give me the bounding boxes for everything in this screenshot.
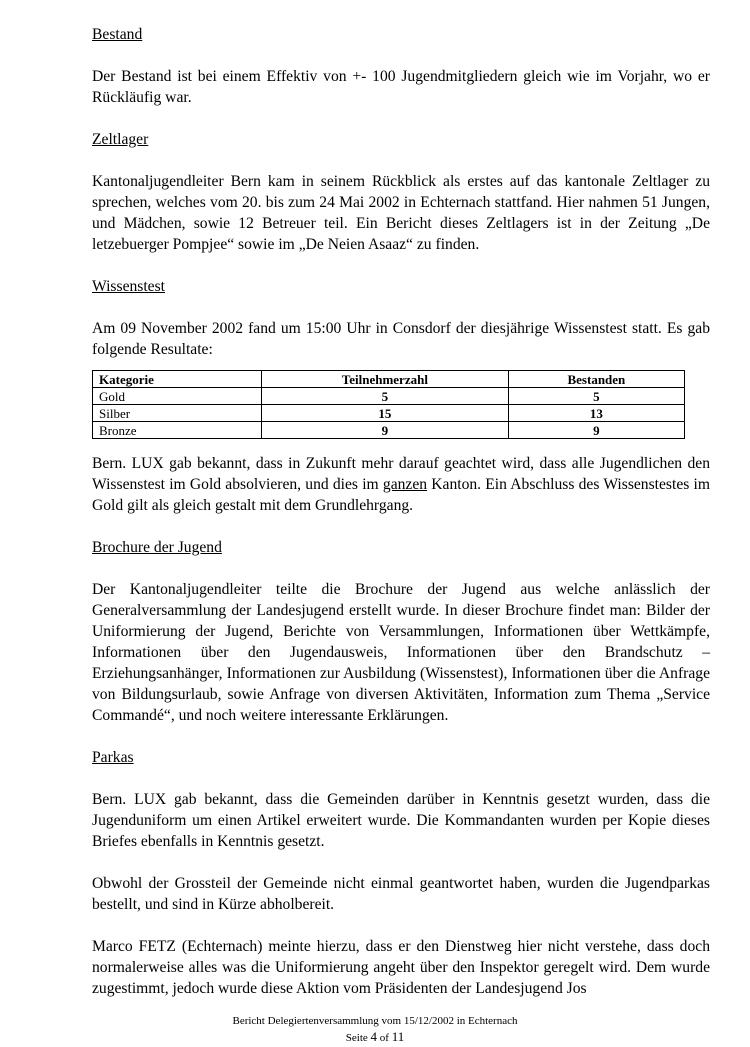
table-row bbox=[93, 422, 685, 439]
heading-brochure: Brochure der Jugend bbox=[92, 539, 222, 556]
table-cell-value: 9 bbox=[261, 422, 508, 439]
paragraph-zeltlager: Kantonaljugendleiter Bern kam in seinem Rückblick als erstes auf das kantonale Zeltlager zu sprechen, welches vom 20. bis zum 24 Mai 2002 in Echternach stattfand. Hier nahmen 51 Jungen, und Mädchen, sowie 12 Betreuer teil. Ein Bericht dieses Zeltlagers ist in der Zeitung „De letzebuerger Pompjee“ sowie im „De Neien Asaaz“ zu finden. bbox=[92, 173, 710, 253]
table-row bbox=[93, 388, 685, 405]
page-total: 11 bbox=[391, 1029, 405, 1044]
table-cell-category: Gold bbox=[93, 388, 262, 405]
table-cell-value: 9 bbox=[508, 422, 684, 439]
table-cell-value: 15 bbox=[261, 405, 508, 422]
page-current: 4 bbox=[370, 1029, 378, 1044]
table-cell-category: Bronze bbox=[93, 422, 262, 439]
underlined-word: ganzen bbox=[382, 476, 428, 493]
heading-bestand: Bestand bbox=[92, 26, 143, 43]
table-header-cell: Bestanden bbox=[508, 371, 684, 388]
paragraph-brochure: Der Kantonaljugendleiter teilte die Brochure der Jugend aus welche anlässlich der Generalversammlung der Landesjugend erstellt wurde. In dieser Brochure findet man: Bilder der Uniformierung der Jugend, Berichte von Versammlungen, Informationen über Wettkämpfe, Informationen über den Jugendausweis, Informationen über den Brandschutz – Erziehungsanhänger, Informationen zur Ausbildung (Wissenstest), Informationen über die Anfrage von Bildungsurlaub, sowie Anfrage von diversen Aktivitäten, Information zum Thema „Service Commandé“, und noch weitere interessante Erklärungen. bbox=[92, 581, 710, 724]
heading-zeltlager: Zeltlager bbox=[92, 131, 149, 148]
page-footer bbox=[0, 1014, 750, 1046]
text-run: Kanton. Ein Abschluss des Wissenstestes im Gold gilt als gleich gestalt mit dem Grundlehrgang. bbox=[92, 476, 710, 514]
text-run: Bern. LUX gab bekannt, dass in Zukunft mehr darauf geachtet wird, dass alle Jugendlichen den Wissenstest im Gold absolvieren, und dies im bbox=[92, 455, 710, 493]
paragraph-parkas-1: Bern. LUX gab bekannt, dass die Gemeinden darüber in Kenntnis gesetzt wurden, dass die Jugenduniform um einen Artikel erweitert wurde. Die Kommandanten wurden per Kopie dieses Briefes ebenfalls in Kenntnis gesetzt. bbox=[92, 791, 710, 850]
heading-parkas: Parkas bbox=[92, 749, 134, 766]
paragraph-parkas-3: Marco FETZ (Echternach) meinte hierzu, dass er den Dienstweg hier nicht verstehe, dass doch normalerweise alles was die Uniformierung angeht über den Inspektor geregelt wird. Dem wurde zugestimmt, jedoch wurde diese Aktion vom Präsidenten der Landesjugend Jos bbox=[92, 938, 710, 997]
results-table bbox=[92, 370, 685, 439]
footer-title: Bericht Delegiertenversammlung vom 15/12/2002 in Echternach bbox=[232, 1015, 518, 1027]
table-cell-value: 5 bbox=[261, 388, 508, 405]
table-cell-value: 13 bbox=[508, 405, 684, 422]
table-cell-value: 5 bbox=[508, 388, 684, 405]
page-prefix: Seite bbox=[345, 1032, 368, 1044]
table-row bbox=[93, 405, 685, 422]
page-number bbox=[0, 1029, 750, 1046]
table-header-cell: Teilnehmerzahl bbox=[261, 371, 508, 388]
document-page bbox=[92, 24, 710, 999]
page-of: of bbox=[379, 1032, 389, 1044]
table-cell-category: Silber bbox=[93, 405, 262, 422]
heading-wissenstest: Wissenstest bbox=[92, 278, 166, 295]
paragraph-wissenstest-intro: Am 09 November 2002 fand um 15:00 Uhr in Consdorf der diesjährige Wissenstest statt. Es gab folgende Resultate: bbox=[92, 320, 710, 358]
table-header-cell: Kategorie bbox=[93, 371, 262, 388]
paragraph-bestand: Der Bestand ist bei einem Effektiv von +- 100 Jugendmitgliedern gleich wie im Vorjahr, wo er Rückläufig war. bbox=[92, 68, 710, 106]
paragraph-wissenstest-result bbox=[92, 453, 710, 516]
paragraph-parkas-2: Obwohl der Grossteil der Gemeinde nicht einmal geantwortet haben, wurden die Jugendparkas bestellt, und sind in Kürze abholbereit. bbox=[92, 875, 710, 913]
table-header-row bbox=[93, 371, 685, 388]
